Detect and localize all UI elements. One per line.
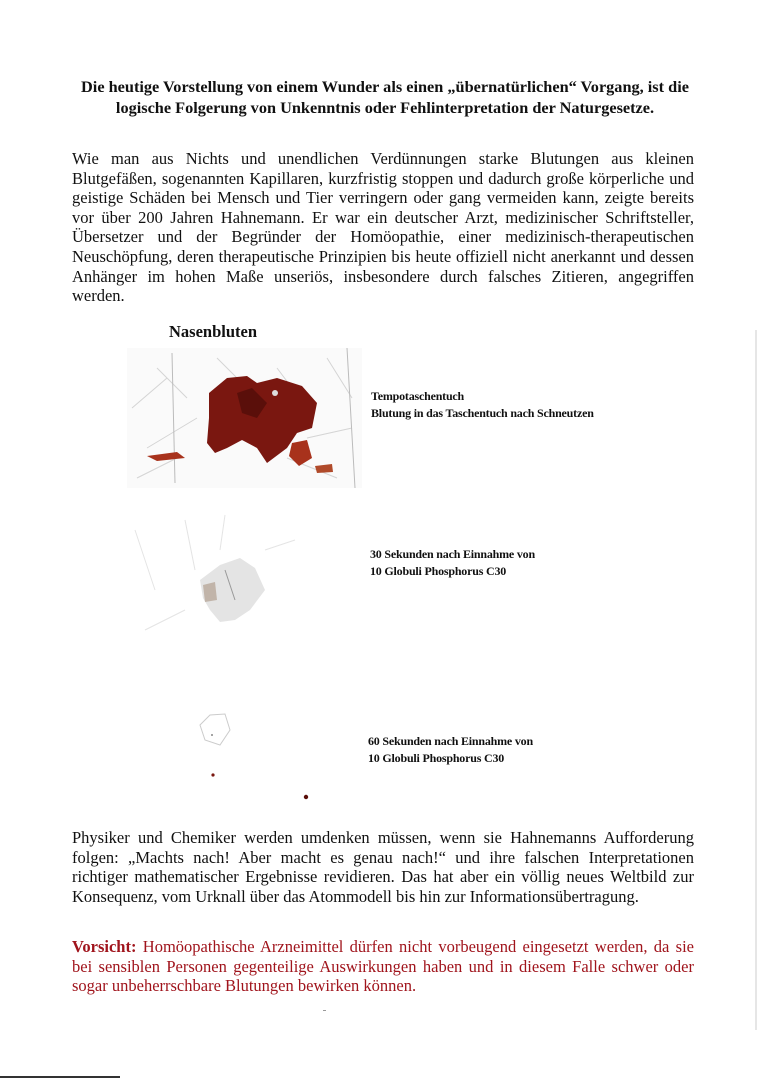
warning-text: Homöopathische Arzneimittel dürfen nicht vorbeugend eingesetzt werden, da sie bei sensiblen Personen gegenteilige Auswirkungen haben und in diesem Falle schwer oder sogar unbeherrschbare Blutungen bewirken können. bbox=[72, 937, 694, 996]
scan-mark bbox=[323, 1010, 326, 1011]
figure-caption-2: 30 Sekunden nach Einnahme von 10 Globuli Phosphorus C30 bbox=[370, 547, 535, 578]
tissue-60s-photo bbox=[185, 700, 345, 815]
figure-caption-3: 60 Sekunden nach Einnahme von 10 Globuli Phosphorus C30 bbox=[368, 734, 533, 765]
tissue-30s-photo bbox=[125, 510, 350, 665]
section-heading: Nasenbluten bbox=[169, 322, 258, 341]
intro-paragraph: Wie man aus Nichts und unendlichen Verdünnungen starke Blutungen aus kleinen Blutgefäßen, sogenannten Kapillaren, kurzfristig stoppen und dadurch große körperliche und geistige Schäden bei Mensch und Tier verringern oder gang vermeiden kann, zeigte bereits vor über 200 Jahren Hahnemann. Er war ein deutscher Arzt, medizinischer Schriftsteller, Übersetzer und der Begründer der Homöopathie, einer medizinisch-therapeutischen Neuschöpfung, deren therapeutische Prinzipien bis heute offiziell nicht anerkannt und dessen Anhänger im hohen Maße unseriös, insbesondere durch falsches Zitieren, angegriffen werden. bbox=[72, 149, 694, 306]
figure-caption-1: Tempotaschentuch Blutung in das Taschentuch nach Schneutzen bbox=[371, 389, 594, 420]
tissue-blood-photo bbox=[127, 348, 362, 488]
warning-label: Vorsicht: bbox=[72, 937, 137, 956]
warning-paragraph bbox=[72, 937, 694, 996]
page-edge-bottom bbox=[0, 1076, 120, 1078]
closing-paragraph: Physiker und Chemiker werden umdenken müssen, wenn sie Hahnemanns Aufforderung folgen: „Machts nach! Aber macht es genau nach!“ und ihre falschen Interpretationen richtiger mathematischer Ergebnisse revidieren. Das hat aber ein völlig neues Weltbild zur Konsequenz, vom Urknall über das Atommodell bis hin zur Informationsübertragung. bbox=[72, 828, 694, 906]
page-edge bbox=[755, 330, 757, 1030]
document-title: Die heutige Vorstellung von einem Wunder als einen „übernatürlichen“ Vorgang, ist die logische Folgerung von Unkenntnis oder Fehlinterpretation der Naturgesetze. bbox=[81, 77, 689, 117]
